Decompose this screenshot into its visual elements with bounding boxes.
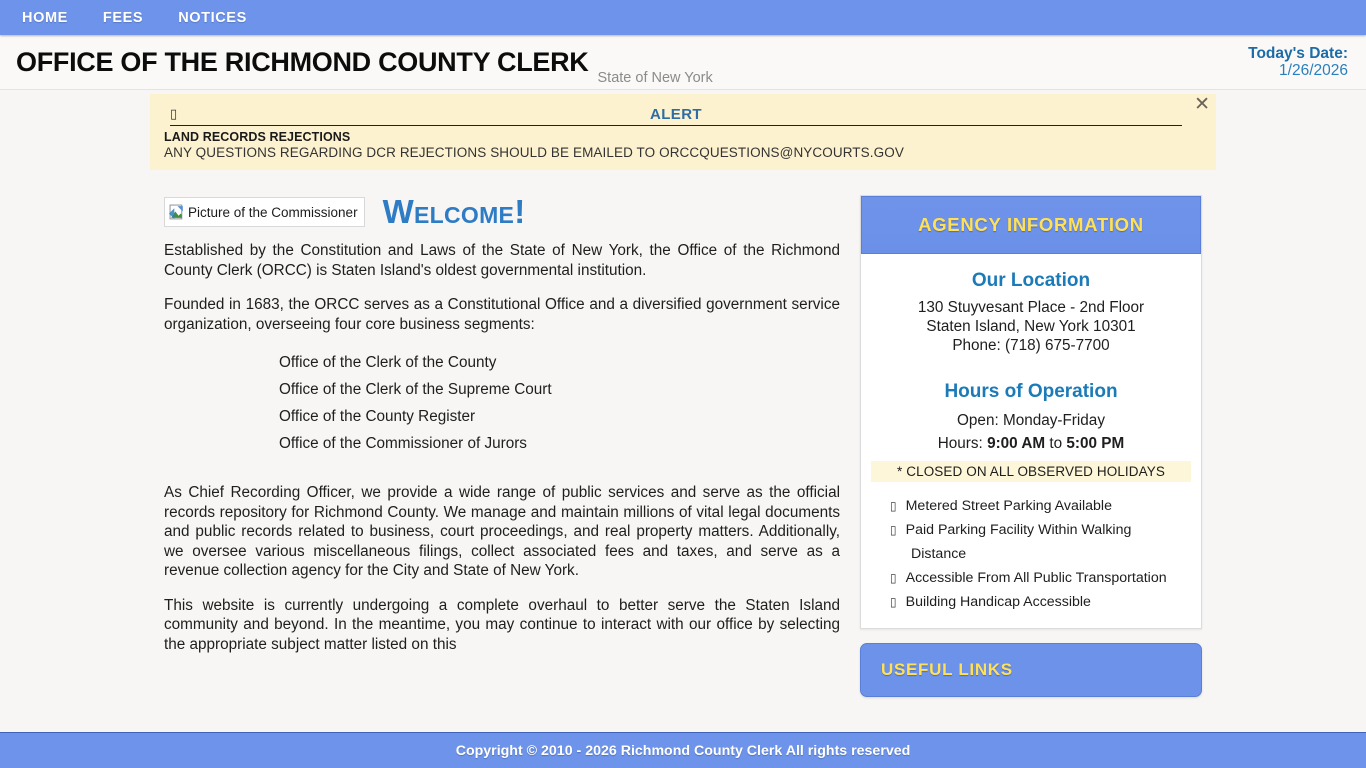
alert-header <box>170 106 1182 126</box>
list-item: Office of the Commissioner of Jurors <box>279 435 527 452</box>
list-item <box>875 518 1187 566</box>
sidebar-column <box>860 195 1202 697</box>
primary-navbar <box>0 0 1366 35</box>
agency-information-body <box>861 254 1201 628</box>
bullet-icon: ▯ <box>890 523 897 537</box>
fact-text: Building Handicap Accessible <box>905 594 1091 610</box>
site-footer <box>0 732 1366 768</box>
overhaul-paragraph: This website is currently undergoing a complete overhaul to better serve the Staten Island community and beyond. In the meantime, you may continue to interact with our office by selecting the appropriate subject matter listed on this <box>164 596 840 653</box>
phone-number: Phone: (718) 675-7700 <box>952 337 1110 354</box>
services-paragraph: As Chief Recording Officer, we provide a wide range of public services and serve as the official records repository for Richmond County. We manage and maintain millions of vital legal documents and public records related to business, court proceedings, and real property matters. Additionally, we oversee various miscellaneous filings, collect associated fees and taxes, and serve as a revenue collection agency for the City and State of New York. <box>164 484 840 579</box>
welcome-heading: Welcome! <box>382 193 526 230</box>
welcome-row <box>164 195 840 229</box>
alert-body-text: ANY QUESTIONS REGARDING DCR REJECTIONS SHOULD BE EMAILED TO ORCCQUESTIONS@NYCOURTS.GOV <box>164 145 904 160</box>
holiday-closed-note: * CLOSED ON ALL OBSERVED HOLIDAYS <box>871 461 1191 482</box>
page-title: OFFICE OF THE RICHMOND COUNTY CLERK <box>16 46 589 77</box>
copyright-text: Copyright © 2010 - 2026 Richmond County Clerk All rights reserved <box>455 742 911 759</box>
bullet-icon: ▯ <box>890 595 897 609</box>
bullet-icon: ▯ <box>890 499 897 513</box>
close-icon[interactable]: ✕ <box>1194 93 1210 115</box>
broken-image-icon <box>169 204 186 221</box>
commissioner-image-placeholder <box>164 197 365 227</box>
page-subtitle: State of New York <box>597 70 713 86</box>
useful-links-title: USEFUL LINKS <box>881 660 1013 679</box>
hours-open-time: 9:00 AM <box>987 435 1046 452</box>
intro-paragraph-2: Founded in 1683, the ORCC serves as a Constitutional Office and a diversified government service organization, overseeing four core business segments: <box>164 296 840 333</box>
list-item <box>875 590 1187 614</box>
todays-date-label: Today's Date: <box>1248 44 1348 62</box>
commissioner-image-alt-text: Picture of the Commissioner <box>188 204 358 220</box>
nav-item-home[interactable]: HOME <box>22 9 68 26</box>
nav-item-fees[interactable]: FEES <box>102 9 144 26</box>
todays-date-block <box>1248 45 1350 80</box>
fact-text: Paid Parking Facility Within Walking Distance <box>905 522 1132 562</box>
bullet-icon: ▯ <box>890 571 897 585</box>
fact-text: Metered Street Parking Available <box>905 498 1112 514</box>
address-line-1: 130 Stuyvesant Place - 2nd Floor <box>917 299 1145 316</box>
agency-information-title: AGENCY INFORMATION <box>918 214 1144 235</box>
alert-banner <box>150 94 1216 170</box>
fact-text: Accessible From All Public Transportation <box>905 570 1167 586</box>
core-segments-list <box>164 349 840 457</box>
agency-information-panel <box>860 195 1202 629</box>
alert-title: LAND RECORDS REJECTIONS <box>164 130 351 144</box>
list-item: Office of the Clerk of the County <box>279 354 497 371</box>
intro-paragraph-1: Established by the Constitution and Laws of the State of New York, the Office of the Richmond County Clerk (ORCC) is Staten Island's oldest governmental institution. <box>164 242 840 279</box>
todays-date-value: 1/26/2026 <box>1279 62 1348 79</box>
alert-icon: ▯ <box>170 107 178 122</box>
facility-facts-list <box>871 494 1191 614</box>
hours-of-operation-heading: Hours of Operation <box>944 381 1118 402</box>
list-item: Office of the County Register <box>279 408 476 425</box>
nav-item-notices[interactable]: NOTICES <box>178 9 247 26</box>
hours-range <box>871 432 1191 455</box>
list-item <box>875 566 1187 590</box>
hours-separator: to <box>1049 435 1063 452</box>
hours-close-time: 5:00 PM <box>1066 435 1125 452</box>
alert-heading: ALERT <box>650 106 702 123</box>
site-header <box>0 35 1366 90</box>
useful-links-panel[interactable] <box>860 643 1202 697</box>
our-location-heading: Our Location <box>971 270 1091 291</box>
hours-prefix: Hours: <box>937 435 983 452</box>
address-line-2: Staten Island, New York 10301 <box>926 318 1136 335</box>
open-days: Open: Monday-Friday <box>957 412 1105 429</box>
list-item <box>875 494 1187 518</box>
page-body <box>0 90 1366 768</box>
main-column <box>150 195 850 669</box>
agency-information-header <box>861 196 1201 254</box>
content-area <box>150 195 1216 697</box>
list-item: Office of the Clerk of the Supreme Court <box>279 381 552 398</box>
